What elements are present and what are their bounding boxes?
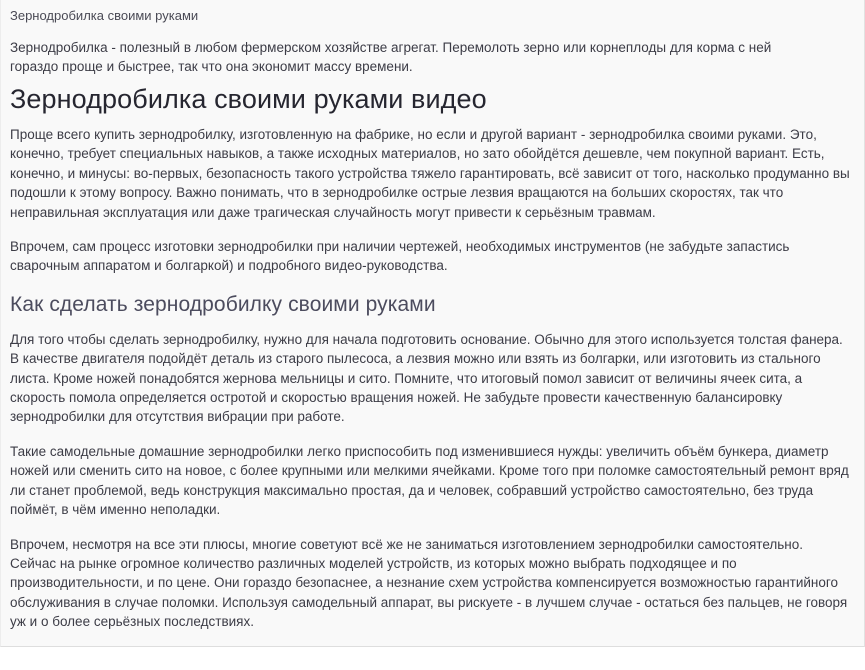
body-paragraph-2: Впрочем, сам процесс изготовки зернодробилки при наличии чертежей, необходимых инструментов (не забудьте запастись сварочным аппаратом и болгаркой) и подробного видео-руководства. — [10, 239, 790, 274]
page-title: Зернодробилка своими руками — [10, 8, 199, 23]
intro-paragraph: Зернодробилка - полезный в любом фермерском хозяйстве агрегат. Перемолоть зерно или корнеплоды для корма с ней гораздо проще и быстрее, так что она экономит массу времени. — [10, 40, 772, 74]
body-paragraph-3: Для того чтобы сделать зернодробилку, нужно для начала подготовить основание. Обычно для этого используется толстая фанера. В качестве двигателя подойдёт деталь из старого пылесоса, а лезвия можно или взять из болгарки, или изготовить из стального листа. Кроме ножей понадобятся жернова мельницы и сито. Помните, что итоговый помол зависит от величины ячеек сита, а скорость помола определяется остротой и скоростью вращения ножей. Не забудьте провести качественную балансировку зернодробилки для отсутствия вибрации при работе. — [10, 331, 843, 425]
body-paragraph-1: Проще всего купить зернодробилку, изготовленную на фабрике, но если и другой вариант - зернодробилка своими руками. Это, конечно, требует специальных навыков, а также исходных материалов, но зато обойдётся дешевле, чем покупной вариант. Есть, конечно, и минусы: во-первых, безопасность такого устройства тяжело гарантировать, всё зависит от того, насколько продуманно вы подошли к этому вопросу. Важно понимать, что в зернодробилке острые лезвия вращаются на больших скоростях, так что неправильная эксплуатация или даже трагическая случайность могут привести к серьёзным травмам. — [10, 127, 850, 220]
body-paragraph-4: Такие самодельные домашние зернодробилки легко приспособить под изменившиеся нужды: увеличить объём бункера, диаметр ножей или сменить сито на новое, с более крупными или мелкими ячейками. Кроме того при поломке самостоятельный ремонт вряд ли станет проблемой, ведь конструкция максимально простая, да и человек, собравший устройство самостоятельно, без труда поймёт, в чём именно неполадки. — [10, 443, 849, 518]
body-paragraph-5: Впрочем, несмотря на все эти плюсы, многие советуют всё же не заниматься изготовлением зернодробилки самостоятельно. Сейчас на рынке огромное количество различных моделей устройств, из которых можно выбрать подходящее и по производительности, и по цене. Они гораздо безопаснее, а незнание схем устройства компенсируется возможностью гарантийного обслуживания в случае поломки. Используя самодельный аппарат, вы рискуете - в лучшем случае - остаться без пальцев, не говоря уж и о более серьёзных последствиях. — [10, 536, 848, 630]
article-section-heading: Как сделать зернодробилку своими руками — [10, 292, 436, 316]
article-main-heading: Зернодробилка своими руками видео — [10, 84, 487, 114]
